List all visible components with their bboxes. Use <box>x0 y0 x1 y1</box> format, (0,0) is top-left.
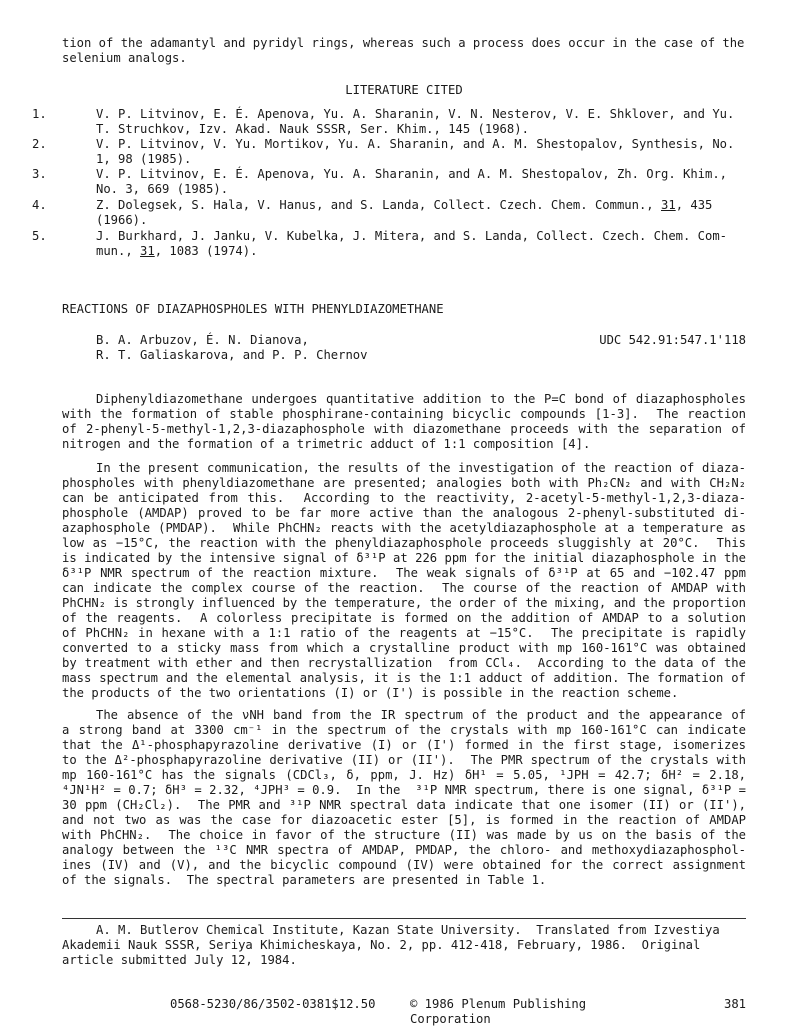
footnote-line: A. M. Butlerov Chemical Institute, Kazan State University. Translated from Izvestiya <box>96 923 720 937</box>
paragraph-line: and not two as was the case for diazoacetic ester [5], is formed in the reaction of AMDAP <box>62 813 746 827</box>
volume-number: 31 <box>140 244 155 258</box>
paragraph-line: analogy between the ¹³C NMR spectra of AMDAP, PMDAP, the chloro- and methoxydiazaphosphol- <box>62 843 746 857</box>
reference-line: J. Burkhard, J. Janku, V. Kubelka, J. Mitera, and S. Landa, Collect. Czech. Chem. Com- <box>96 229 728 243</box>
paragraph-line: ines (IV) and (V), and the bicyclic compound (IV) were obtained for the correct assignment <box>62 858 746 872</box>
paragraph-line: a strong band at 3300 cm⁻¹ in the spectrum of the crystals with mp 160-161°C can indicate <box>62 723 746 737</box>
paragraph-line: the products of the two orientations (I) or (I') is possible in the reaction scheme. <box>62 686 679 700</box>
continuation-line-2: selenium analogs. <box>62 51 187 65</box>
paragraph-line: is indicated by the intensive signal of δ³¹P at 226 ppm for the initial diazaphosphole in the <box>62 551 746 565</box>
reference-line: (1966). <box>96 213 148 227</box>
paragraph-line: PhCHN₂ is strongly influenced by the temperature, the order of the mixing, and the proportion <box>62 596 746 610</box>
reference-line: No. 3, 669 (1985). <box>96 182 229 196</box>
paragraph-line: δ³¹P NMR spectrum of the reaction mixture. The weak signals of δ³¹P at 65 and −102.47 ppm <box>62 566 746 580</box>
page-number: 381 <box>723 997 746 1011</box>
authors-line-1: B. A. Arbuzov, É. N. Dianova, <box>96 333 309 347</box>
paragraph-line: The absence of the νNH band from the IR spectrum of the product and the appearance of <box>96 708 746 722</box>
paragraph-line: azaphosphole (PMDAP). While PhCHN₂ reacts with the acetyldiazaphosphole at a temperature as <box>62 521 746 535</box>
paragraph-line: of the reagents. A colorless precipitate is formed on the addition of AMDAP to a solution <box>62 611 746 625</box>
reference-number: 4. <box>32 198 47 212</box>
reference-line: T. Struchkov, Izv. Akad. Nauk SSSR, Ser. Khim., 145 (1968). <box>96 122 529 136</box>
reference-number: 2. <box>32 137 47 151</box>
paragraph-line: by treatment with ether and then recrystallization from CCl₄. According to the data of the <box>62 656 746 670</box>
paragraph-line: to the Δ²-phosphapyrazoline derivative (II) or (II'). The PMR spectrum of the crystals with <box>62 753 746 767</box>
reference-line: 1, 98 (1985). <box>96 152 192 166</box>
footnote-rule <box>62 918 746 919</box>
reference-line <box>96 244 746 259</box>
paragraph-line: with PhCHN₂. The choice in favor of the structure (II) was made by us on the basis of the <box>62 828 746 842</box>
paragraph-line: of 2-phenyl-5-methyl-1,2,3-diazaphosphole with diazomethane proceeds with the separation of <box>62 422 746 436</box>
paragraph-line: converted to a sticky mass from which a crystalline product with mp 160-161°C was obtained <box>62 641 746 655</box>
reference-text: , 435 <box>675 198 713 212</box>
reference-line: V. P. Litvinov, E. É. Apenova, Yu. A. Sharanin, V. N. Nesterov, V. E. Shklover, and Yu. <box>96 107 735 121</box>
paragraph-line: Diphenyldiazomethane undergoes quantitative addition to the P=C bond of diazaphospholes <box>96 392 746 406</box>
paragraph-intro <box>62 392 746 452</box>
paragraph-line: mass spectrum and the elemental analysis, it is the 1:1 adduct of addition. The formation of <box>62 671 746 685</box>
volume-number: 31 <box>661 198 676 212</box>
udc-code: UDC 542.91:547.1'118 <box>599 333 746 347</box>
authors-line-2: R. T. Galiaskarova, and P. P. Chernov <box>96 348 368 362</box>
paragraph-line: can indicate the complex course of the reaction. The course of the reaction of AMDAP with <box>62 581 746 595</box>
footnote-line: Akademii Nauk SSSR, Seriya Khimicheskaya, No. 2, pp. 412-418, February, 1986. Original <box>62 938 701 952</box>
paragraph-line: 30 ppm (CH₂Cl₂). The PMR and ³¹P NMR spectral data indicate that one isomer (II) or (II'), <box>62 798 746 812</box>
paragraph-line: mp 160-161°C has the signals (CDCl₃, δ, ppm, J. Hz) δH¹ = 5.05, ¹JPH = 42.7; δH² = 2.18, <box>62 768 746 782</box>
reference-number: 1. <box>32 107 47 121</box>
paragraph-spectra <box>62 708 746 888</box>
copyright-notice: © 1986 Plenum Publishing Corporation <box>410 997 594 1026</box>
paragraph-line: with the formation of stable phosphirane-containing bicyclic compounds [1-3]. The reaction <box>62 407 746 421</box>
reference-text: Z. Dolegsek, S. Hala, V. Hanus, and S. Landa, Collect. Czech. Chem. Commun., <box>96 198 661 212</box>
reference-line <box>96 198 746 213</box>
reference-number: 5. <box>32 229 47 243</box>
paragraph-line: that the Δ¹-phosphapyrazoline derivative (I) or (I') formed in the first stage, isomerizes <box>62 738 746 752</box>
paragraph-line: nitrogen and the formation of a trimetric adduct of 1:1 composition [4]. <box>62 437 591 451</box>
reference-line: V. P. Litvinov, E. É. Apenova, Yu. A. Sharanin, and A. M. Shestopalov, Zh. Org. Khim., <box>96 167 728 181</box>
paragraph-line: ⁴JN¹H² = 0.7; δH³ = 2.32, ⁴JPH³ = 0.9. In the ³¹P NMR spectrum, there is one signal, δ³¹P = <box>62 783 746 797</box>
issn-code: 0568-5230/86/3502-0381$12.50 <box>170 997 376 1011</box>
paragraph-line: of PhCHN₂ in hexane with a 1:1 ratio of the reagents at −15°C. The precipitate is rapidly <box>62 626 746 640</box>
literature-heading: LITERATURE CITED <box>345 83 463 97</box>
reference-text: mun., <box>96 244 141 258</box>
reference-line: V. P. Litvinov, V. Yu. Mortikov, Yu. A. Sharanin, and A. M. Shestopalov, Synthesis, No. <box>96 137 735 151</box>
paragraph-line: can be anticipated from this. According to the reactivity, 2-acetyl-5-methyl-1,2,3-diaza- <box>62 491 746 505</box>
continuation-line-1: tion of the adamantyl and pyridyl rings, whereas such a process does occur in the case of the <box>62 36 745 50</box>
footnote-line: article submitted July 12, 1984. <box>62 953 297 967</box>
paragraph-investigation <box>62 461 746 701</box>
paragraph-line: In the present communication, the results of the investigation of the reaction of diaza- <box>96 461 746 475</box>
reference-number: 3. <box>32 167 47 181</box>
reference-text: , 1083 (1974). <box>154 244 258 258</box>
paragraph-line: of the signals. The spectral parameters are presented in Table 1. <box>62 873 547 887</box>
paragraph-line: low as −15°C, the reaction with the phenyldiazaphosphole proceeds sluggishly at 20°C. This <box>62 536 746 550</box>
paragraph-line: phosphole (AMDAP) proved to be far more active than the analogous 2-phenyl-substituted di- <box>62 506 746 520</box>
paragraph-line: phospholes with phenyldiazomethane are presented; analogies both with Ph₂CN₂ and with CH₂N₂ <box>62 476 746 490</box>
article-title: REACTIONS OF DIAZAPHOSPHOLES WITH PHENYLDIAZOMETHANE <box>62 302 444 316</box>
